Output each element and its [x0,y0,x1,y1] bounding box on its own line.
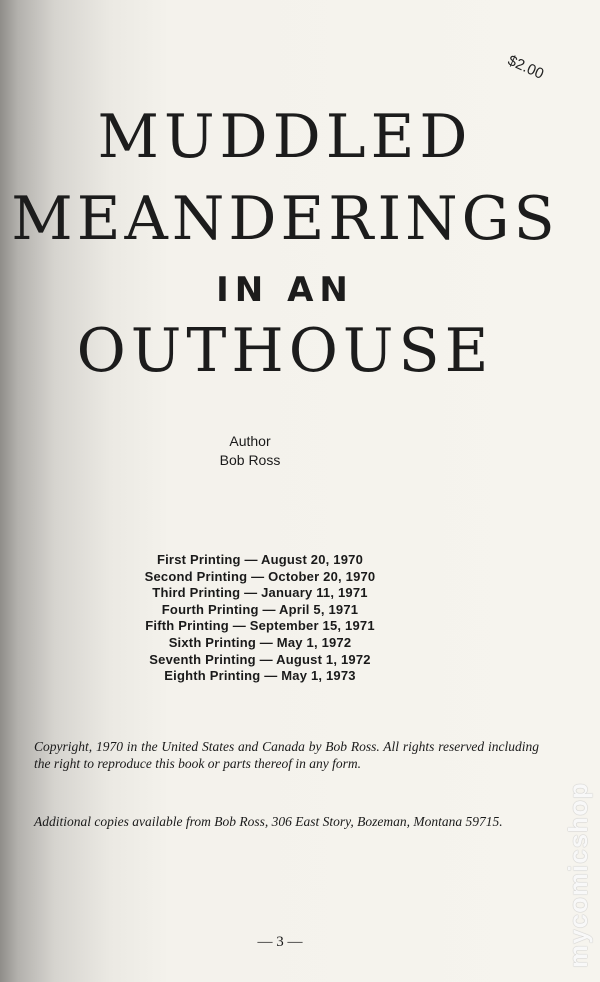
watermark: mycomicshop [563,782,593,968]
author-label: Author [229,433,271,449]
author-block [200,432,300,470]
page-number: — 3 — [257,934,303,950]
printing-entry: Sixth Printing — May 1, 1972 [168,634,352,650]
copyright-notice: Copyright, 1970 in the United States and Canada by Bob Ross. All rights reserved including the right to reproduce this book or parts thereof in any form. [34,739,539,771]
printing-entry: Seventh Printing — August 1, 1972 [149,651,371,667]
printing-entry: Fifth Printing — September 15, 1971 [145,618,375,634]
printing-entry: Third Printing — January 11, 1971 [152,585,368,601]
title-line-1: MUDDLED [97,102,473,172]
printing-history [110,552,410,685]
printing-entry: First Printing — August 20, 1970 [156,552,363,567]
ordering-info: Additional copies available from Bob Ross, 306 East Story, Bozeman, Montana 59715. [34,814,503,829]
printing-entry: Second Printing — October 20, 1970 [144,568,376,584]
title-line-3: IN AN [216,270,354,310]
printing-entry: Eighth Printing — May 1, 1973 [164,668,356,684]
title-line-4: OUTHOUSE [76,316,494,386]
printing-entry: Fourth Printing — April 5, 1971 [161,601,359,617]
author-name: Bob Ross [219,452,281,468]
price-label: $2.00 [505,52,547,83]
title-line-2: MEANDERINGS [11,184,559,254]
